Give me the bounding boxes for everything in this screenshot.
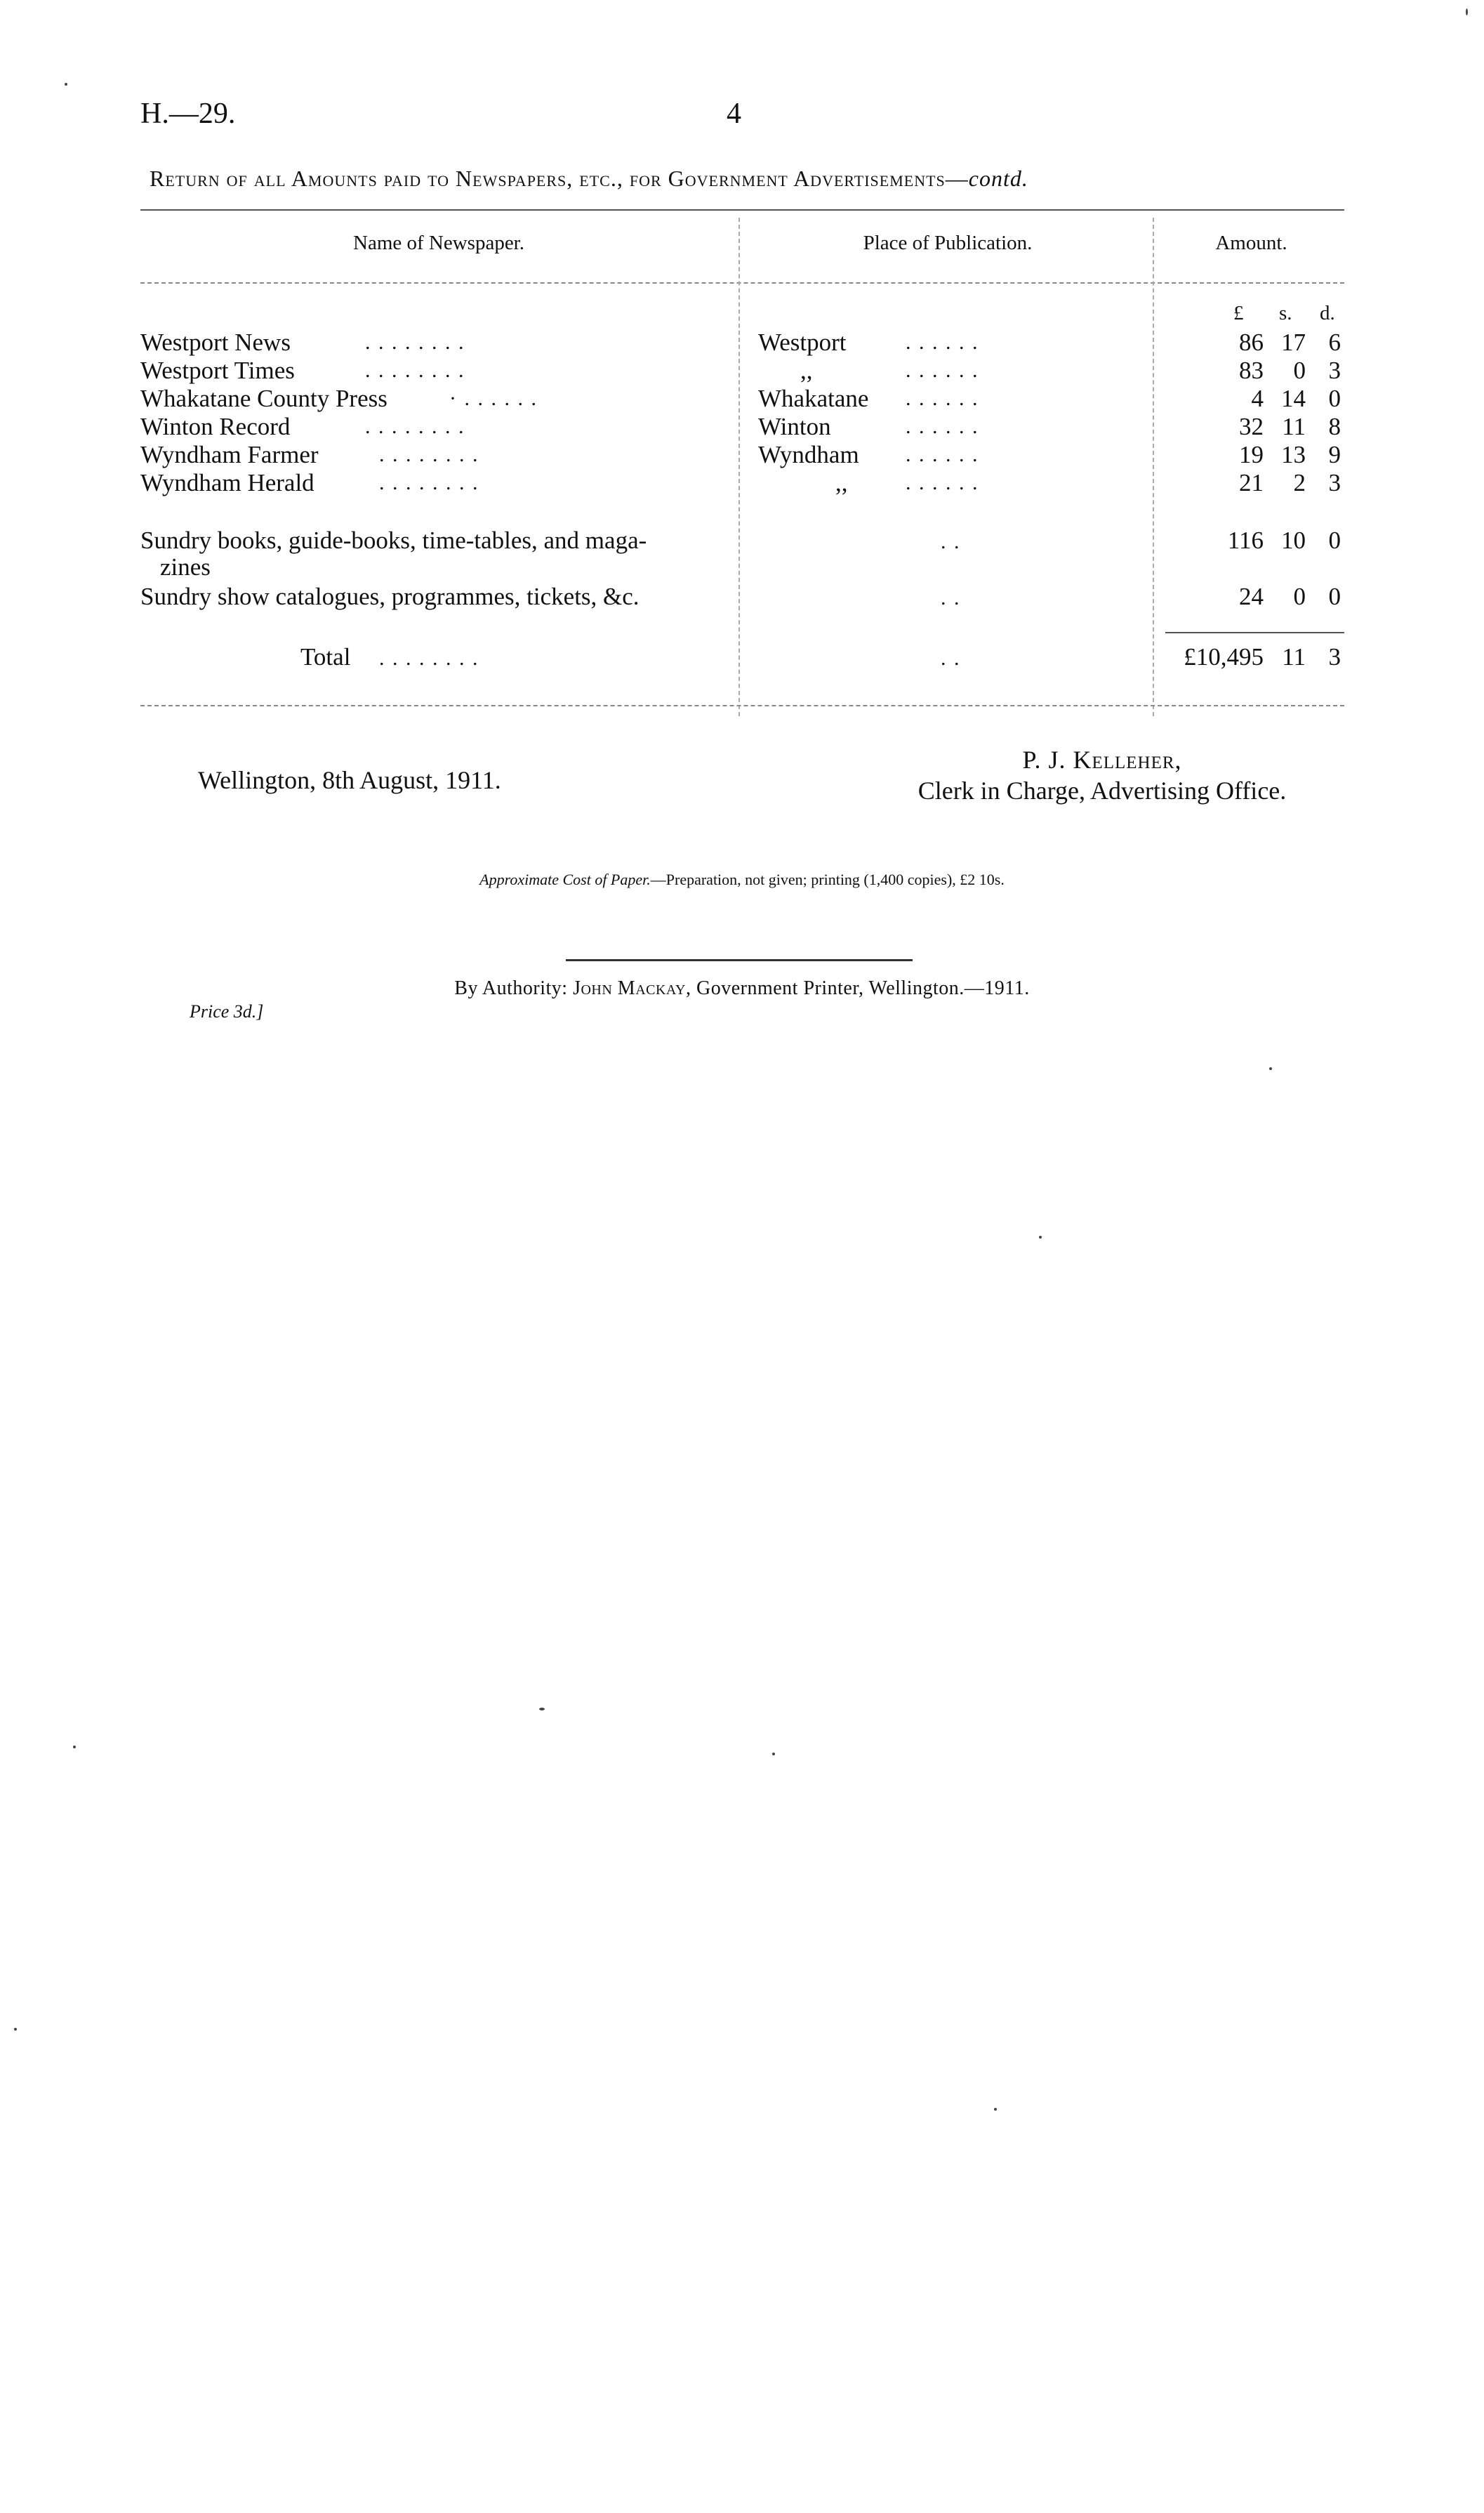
scan-speck (73, 1746, 76, 1748)
cost-note-label: Approximate Cost of Paper. (479, 871, 651, 888)
publication-place: ,, (835, 469, 848, 496)
place-leader: . . . . . . (906, 359, 979, 382)
total-rule (1165, 632, 1344, 633)
scan-speck (772, 1753, 775, 1755)
sundry-label: Sundry show catalogues, programmes, tickets, &c. (140, 583, 640, 610)
place-leader: . . . . . . (906, 387, 979, 410)
publication-place: Westport (758, 329, 847, 356)
newspaper-name: Winton Record (140, 413, 291, 440)
signatory-role: Clerk in Charge, Advertising Office. (917, 777, 1287, 805)
unit-shillings: s. (1279, 302, 1292, 324)
place-leader: . . (941, 586, 961, 609)
amount-pence: 0 (1328, 583, 1341, 610)
amount-pounds: 83 (1239, 357, 1264, 384)
price: Price 3d.] (190, 1001, 264, 1022)
column-header-name: Name of Newspaper. (353, 232, 524, 254)
amount-pence: 3 (1328, 469, 1341, 496)
amount-shillings: 2 (1293, 469, 1306, 496)
amount-shillings: 11 (1282, 413, 1306, 440)
sundry-label: Sundry books, guide-books, time-tables, and maga- (140, 527, 647, 554)
imprint (0, 977, 1484, 1000)
amount-pounds: 24 (1239, 583, 1264, 610)
name-leader: . . . . . . . . (365, 359, 465, 382)
name-leader: . . . . . . . . (379, 471, 479, 494)
sundry-label-cont: zines (160, 553, 211, 581)
place-leader: . . . . . . (906, 415, 979, 438)
document-reference: H.—29. (140, 98, 236, 130)
unit-pence: d. (1320, 302, 1335, 324)
newspaper-name: Whakatane County Press (140, 385, 387, 412)
amount-pence: 3 (1328, 357, 1341, 384)
header-bottom-rule (140, 282, 1344, 284)
amount-pounds: 21 (1239, 469, 1264, 496)
amount-shillings: 0 (1293, 583, 1306, 610)
scan-speck (1269, 1067, 1272, 1070)
scan-speck (14, 2028, 17, 2031)
table-bottom-rule (140, 705, 1344, 706)
total-pence: 3 (1328, 643, 1341, 671)
publication-place: Wyndham (758, 441, 859, 468)
amount-pence: 0 (1328, 527, 1341, 554)
cost-note-text: —Preparation, not given; printing (1,400 copies), £2 10s. (650, 871, 1005, 888)
signatory-name: P. J. Kelleher, (1022, 746, 1182, 774)
amount-shillings: 13 (1281, 441, 1306, 468)
amount-pounds: 32 (1239, 413, 1264, 440)
scan-speck (1466, 8, 1468, 15)
title-main: Return of all Amounts paid to Newspapers, etc., for Government Advertisements— (150, 166, 969, 191)
name-leader: · . . . . . . (449, 387, 538, 410)
imprint-printer: John Mackay, (573, 977, 691, 999)
column-divider-1 (738, 218, 740, 716)
scan-speck (1039, 1236, 1042, 1239)
scan-speck (994, 2108, 997, 2111)
amount-pence: 8 (1328, 413, 1341, 440)
total-leader: . . . . . . . . (379, 647, 479, 670)
total-label: Total (300, 643, 351, 671)
cost-note (0, 871, 1484, 889)
amount-pence: 0 (1328, 385, 1341, 412)
name-leader: . . . . . . . . (365, 415, 465, 438)
column-header-amount: Amount. (1215, 232, 1287, 254)
unit-pounds: £ (1233, 302, 1244, 324)
newspaper-name: Westport Times (140, 357, 295, 384)
imprint-rest: Government Printer, Wellington.—1911. (696, 977, 1030, 999)
place-leader: . . . . . . (906, 443, 979, 466)
title-contd: contd. (968, 166, 1028, 191)
imprint-rule (566, 959, 913, 961)
table-top-rule (140, 209, 1344, 211)
column-divider-2 (1153, 218, 1154, 716)
amount-pence: 9 (1328, 441, 1341, 468)
place-leader: . . . . . . (906, 331, 979, 354)
place-leader: . . . . . . (906, 471, 979, 494)
publication-place: ,, (800, 357, 813, 384)
amount-shillings: 10 (1281, 527, 1306, 554)
amount-shillings: 14 (1281, 385, 1306, 412)
amount-pounds: 86 (1239, 329, 1264, 356)
scan-speck (65, 83, 67, 86)
publication-place: Whakatane (758, 385, 869, 412)
scan-speck (539, 1708, 545, 1710)
name-leader: . . . . . . . . (379, 443, 479, 466)
newspaper-name: Wyndham Farmer (140, 441, 319, 468)
newspaper-name: Wyndham Herald (140, 469, 314, 496)
amount-shillings: 17 (1281, 329, 1306, 356)
amount-pounds: 116 (1227, 527, 1264, 554)
place-leader: . . (941, 530, 961, 553)
publication-place: Winton (758, 413, 831, 440)
amount-pounds: 4 (1251, 385, 1264, 412)
imprint-by: By Authority: (454, 977, 568, 999)
page-title (150, 166, 1343, 192)
page-number: 4 (727, 98, 741, 130)
signature-block (870, 744, 1334, 806)
total-shillings: 11 (1282, 643, 1306, 671)
column-header-place: Place of Publication. (863, 232, 1033, 254)
amount-pence: 6 (1328, 329, 1341, 356)
amount-pounds: 19 (1239, 441, 1264, 468)
signature-place-date: Wellington, 8th August, 1911. (198, 766, 501, 794)
name-leader: . . . . . . . . (365, 331, 465, 354)
total-place-leader: . . (941, 647, 961, 670)
newspaper-name: Westport News (140, 329, 291, 356)
total-pounds: £10,495 (1184, 643, 1264, 671)
amount-shillings: 0 (1293, 357, 1306, 384)
